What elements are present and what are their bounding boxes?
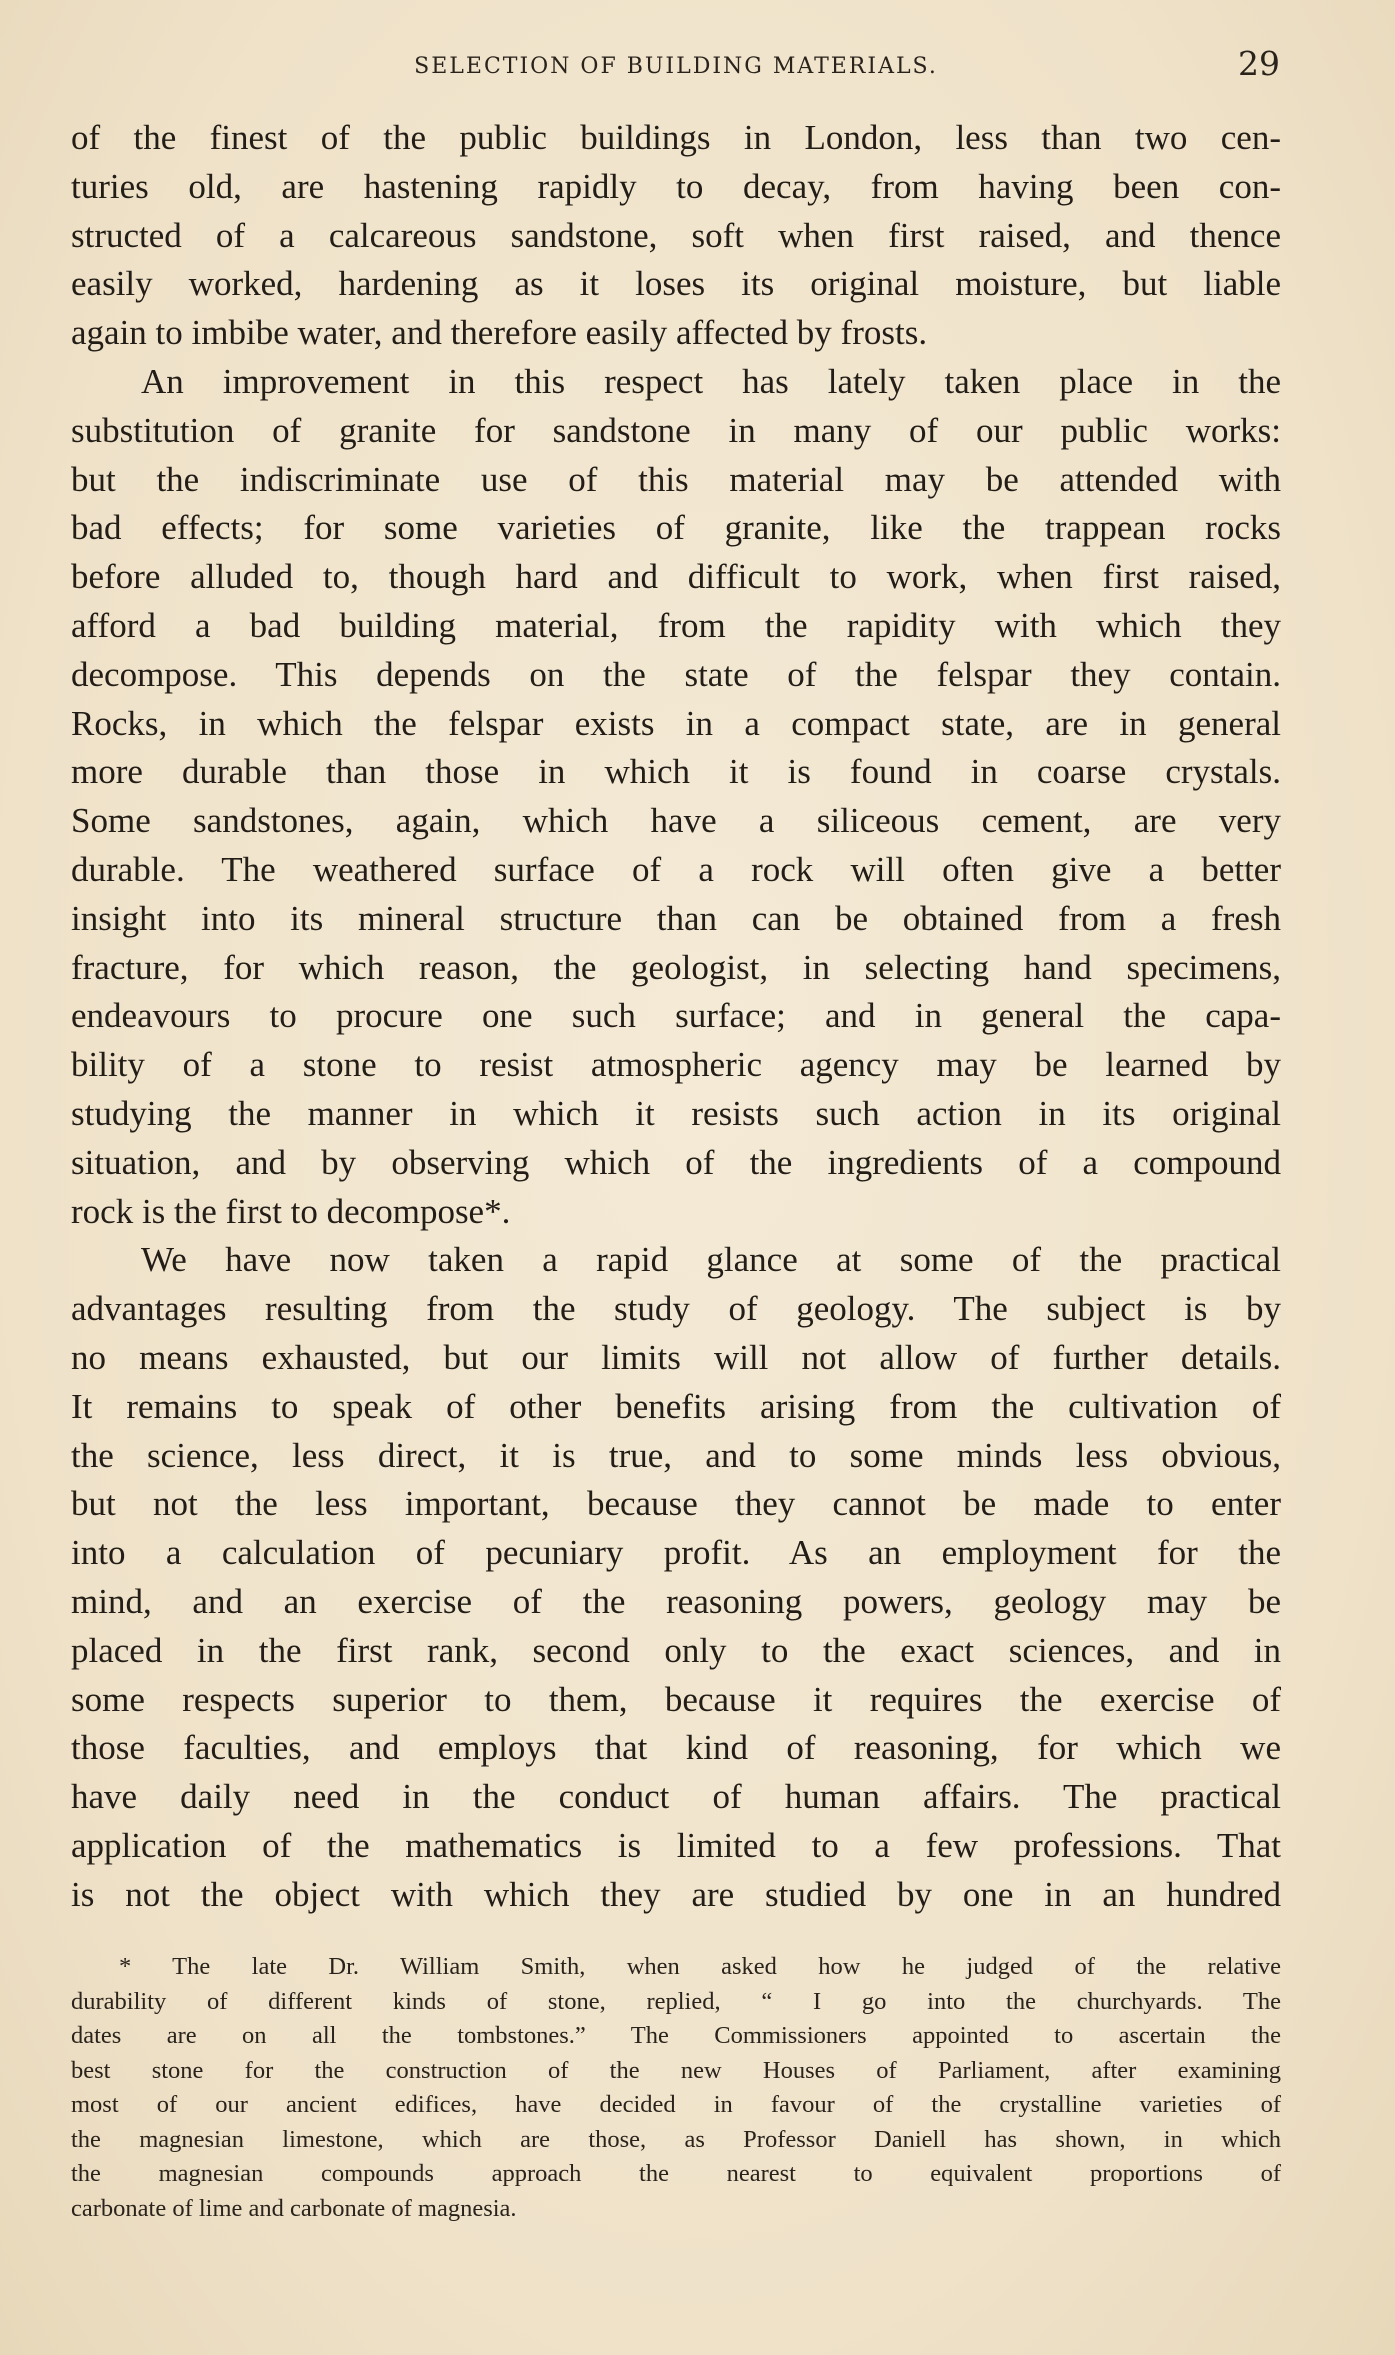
page-number: 29 (1238, 44, 1280, 83)
footnote-line: dates are on all the tombstones.” The Commissioners appointed to ascertain the (71, 2022, 1281, 2049)
footnote (71, 1950, 1281, 2226)
text-line: more durable than those in which it is found in coarse crystals. (71, 752, 1281, 792)
text-line: afford a bad building material, from the rapidity with which they (71, 605, 1281, 645)
text-line: endeavours to procure one such surface; and in general the capa- (71, 996, 1281, 1036)
text-line: placed in the first rank, second only to the exact sciences, and in (71, 1630, 1281, 1670)
text-line: advantages resulting from the study of geology. The subject is by (71, 1289, 1281, 1329)
text-line: Rocks, in which the felspar exists in a compact state, are in general (71, 703, 1281, 743)
footnote-line: the magnesian limestone, which are those, as Professor Daniell has shown, in which (71, 2125, 1281, 2153)
text-line: rock is the first to decompose*. (71, 1191, 511, 1231)
text-line: bad effects; for some varieties of granite, like the trappean rocks (71, 508, 1281, 548)
text-line: An improvement in this respect has lately taken place in the (141, 361, 1281, 401)
text-line: decompose. This depends on the state of the felspar they contain. (71, 654, 1281, 694)
text-line: have daily need in the conduct of human affairs. The practical (71, 1777, 1281, 1817)
text-line: durable. The weathered surface of a rock will often give a better (71, 849, 1281, 889)
text-line: bility of a stone to resist atmospheric agency may be learned by (71, 1045, 1281, 1085)
text-line: It remains to speak of other benefits arising from the cultivation of (71, 1386, 1281, 1426)
text-line: insight into its mineral structure than can be obtained from a fresh (71, 898, 1281, 938)
text-line: turies old, are hastening rapidly to decay, from having been con- (71, 166, 1281, 206)
text-line: those faculties, and employs that kind of reasoning, for which we (71, 1728, 1281, 1768)
text-line: We have now taken a rapid glance at some of the practical (141, 1240, 1281, 1280)
text-line: fracture, for which reason, the geologist, in selecting hand specimens, (71, 947, 1281, 987)
footnote-line: most of our ancient edifices, have decided in favour of the crystalline varieties of (71, 2091, 1281, 2118)
footnote-line: the magnesian compounds approach the nearest to equivalent proportions of (71, 2160, 1281, 2187)
footnote-line: * The late Dr. William Smith, when asked how he judged of the relative (119, 1953, 1281, 1980)
text-line: application of the mathematics is limited to a few professions. That (71, 1825, 1281, 1865)
text-line: again to imbibe water, and therefore easily affected by frosts. (71, 313, 928, 353)
text-line: of the finest of the public buildings in London, less than two cen- (71, 118, 1281, 157)
body-text (71, 114, 1281, 1919)
text-line: is not the object with which they are studied by one in an hundred (71, 1874, 1281, 1914)
page-header (72, 44, 1280, 88)
text-line: but the indiscriminate use of this material may be attended with (71, 459, 1281, 499)
text-line: into a calculation of pecuniary profit. As an employment for the (71, 1533, 1281, 1573)
footnote-line: carbonate of lime and carbonate of magnesia. (71, 2194, 517, 2222)
footnote-line: best stone for the construction of the new Houses of Parliament, after examining (71, 2056, 1281, 2084)
text-line: but not the less important, because they cannot be made to enter (71, 1484, 1281, 1524)
text-line: easily worked, hardening as it loses its original moisture, but liable (71, 264, 1281, 304)
footnote-line: durability of different kinds of stone, replied, “ I go into the churchyards. The (71, 1987, 1281, 2015)
text-line: structed of a calcareous sandstone, soft when first raised, and thence (71, 215, 1281, 255)
text-line: some respects superior to them, because it requires the exercise of (71, 1679, 1281, 1719)
running-head: SELECTION OF BUILDING MATERIALS. (414, 54, 938, 79)
text-line: mind, and an exercise of the reasoning powers, geology may be (71, 1581, 1281, 1621)
text-line: Some sandstones, again, which have a siliceous cement, are very (71, 801, 1281, 841)
text-line: no means exhausted, but our limits will not allow of further details. (71, 1337, 1281, 1377)
text-line: situation, and by observing which of the ingredients of a compound (71, 1142, 1281, 1182)
text-line: substitution of granite for sandstone in many of our public works: (71, 410, 1281, 450)
text-line: the science, less direct, it is true, and to some minds less obvious, (71, 1435, 1281, 1475)
text-line: before alluded to, though hard and difficult to work, when first raised, (71, 557, 1281, 597)
text-line: studying the manner in which it resists such action in its original (71, 1093, 1281, 1133)
